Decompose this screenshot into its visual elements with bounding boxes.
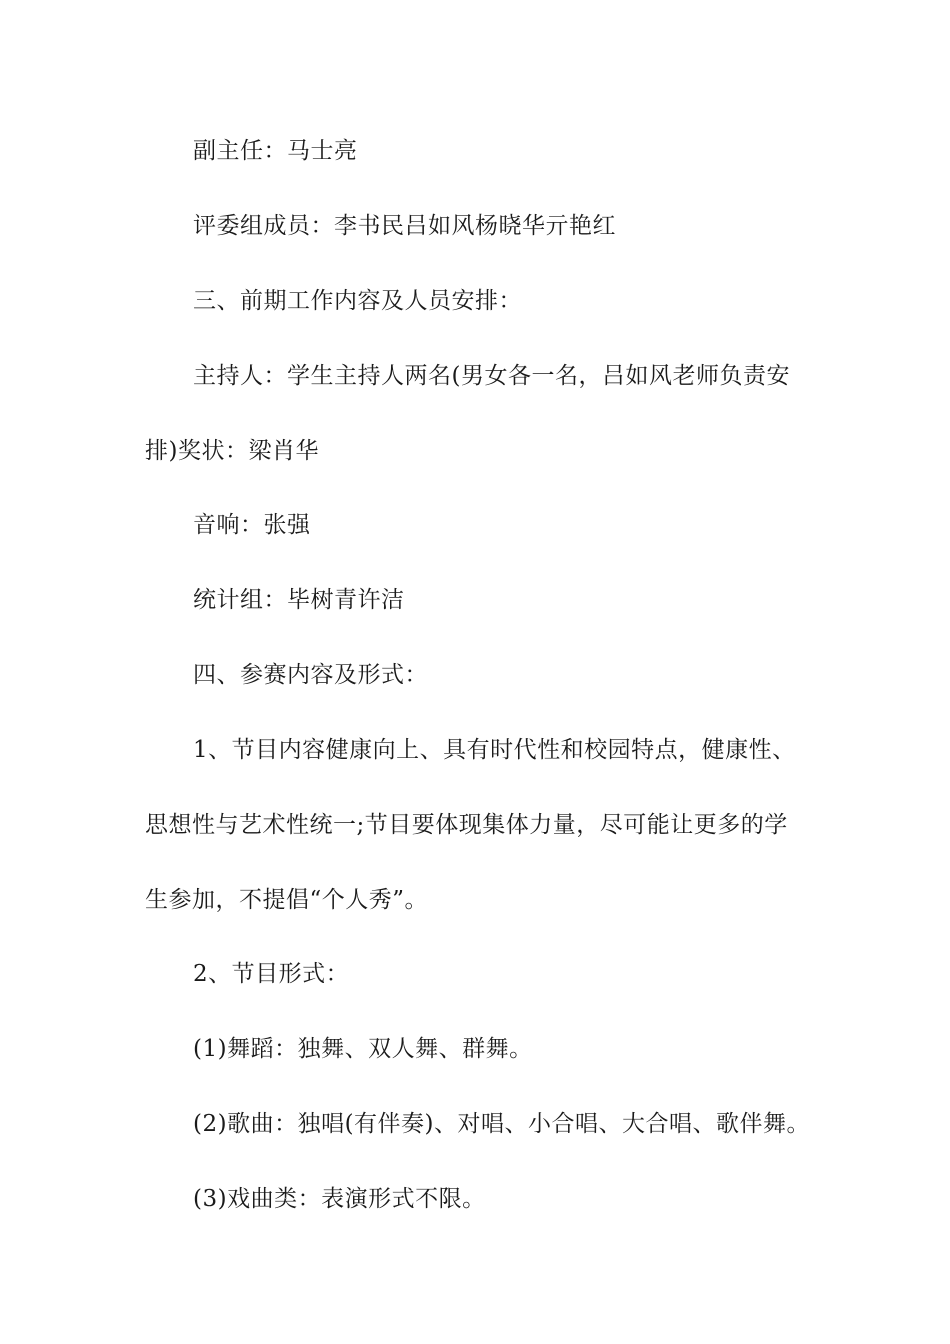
- section-heading-preparation: 三、前期工作内容及人员安排：: [193, 288, 522, 314]
- text-line-item-2: 2、节目形式：: [193, 961, 350, 987]
- text-line-song: (2)歌曲：独唱(有伴奏)、对唱、小合唱、大合唱、歌伴舞。: [193, 1111, 811, 1137]
- text-line-statistics: 统计组：毕树青许洁: [193, 587, 405, 613]
- text-line-item-1-cont-1: 思想性与艺术性统一;节目要体现集体力量，尽可能让更多的学: [145, 812, 788, 838]
- section-heading-content: 四、参赛内容及形式：: [193, 662, 428, 688]
- text-line-item-1-cont-2: 生参加，不提倡“个人秀”。: [145, 887, 429, 913]
- text-line-host: 主持人：学生主持人两名(男女各一名，吕如风老师负责安: [193, 363, 790, 389]
- text-line-judges: 评委组成员：李书民吕如风杨晓华亓艳红: [193, 213, 616, 239]
- text-line-opera: (3)戏曲类：表演形式不限。: [193, 1186, 486, 1212]
- text-line-dance: (1)舞蹈：独舞、双人舞、群舞。: [193, 1036, 533, 1062]
- text-line-host-continued: 排)奖状：梁肖华: [145, 438, 319, 464]
- text-line-vice-director: 副主任：马士亮: [193, 138, 358, 164]
- text-line-sound: 音响：张强: [193, 512, 311, 538]
- text-line-item-1: 1、节目内容健康向上、具有时代性和校园特点，健康性、: [193, 737, 796, 763]
